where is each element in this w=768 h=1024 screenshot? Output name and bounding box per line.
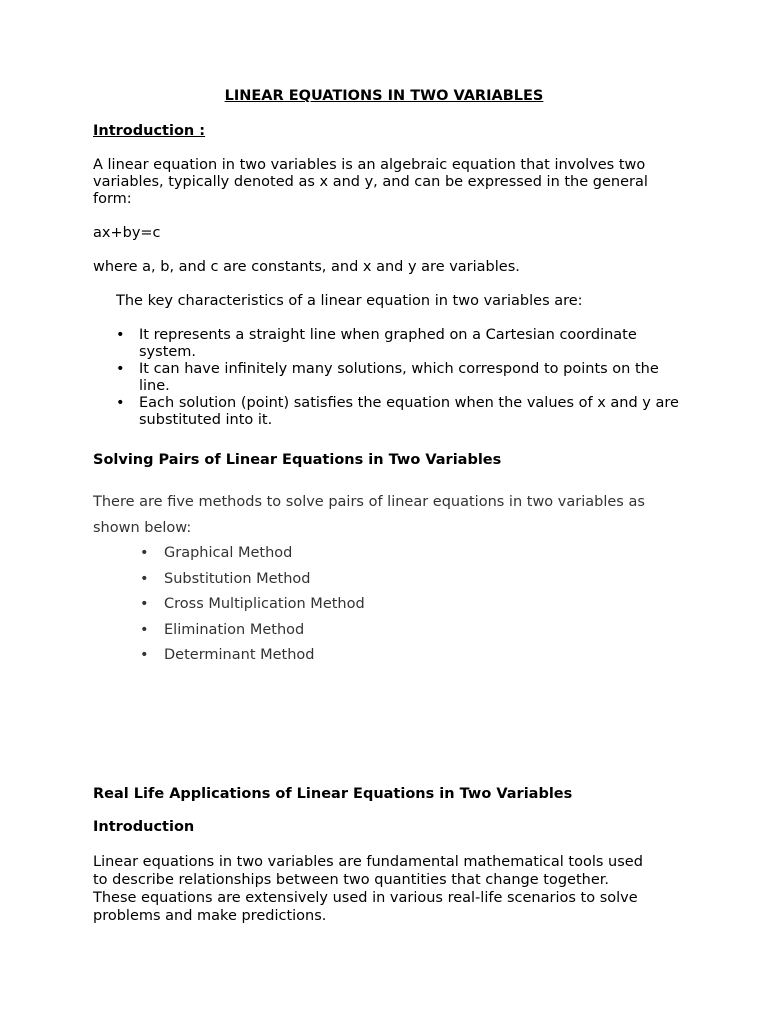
intro-paragraph: A linear equation in two variables is an algebraic equation that involves two variables, typically denoted as x and y, and can be expressed in the general form: (93, 157, 648, 207)
list-item (140, 618, 564, 644)
bullet-icon: • (140, 596, 149, 612)
list-item (140, 541, 564, 567)
method-name: Cross Multiplication Method (164, 596, 365, 612)
list-item (116, 327, 684, 361)
method-name: Determinant Method (164, 647, 315, 663)
bullet-icon: • (140, 545, 149, 561)
solving-intro: There are five methods to solve pairs of linear equations in two variables as shown below: (93, 494, 645, 536)
applications-paragraph: Linear equations in two variables are fundamental mathematical tools used to describe relationships between two quantities that change together. These equations are extensively used in various real-life scenarios to solve problems and make predictions. (93, 854, 643, 924)
list-item (140, 592, 564, 618)
bullet-icon: • (116, 327, 125, 343)
key-characteristics-intro: The key characteristics of a linear equation in two variables are: (116, 293, 583, 309)
bullet-icon: • (140, 570, 149, 587)
solving-heading: Solving Pairs of Linear Equations in Two Variables (93, 452, 502, 468)
bullet-icon: • (140, 621, 149, 638)
list-item-text: It can have infinitely many solutions, which correspond to points on the line. (139, 361, 659, 394)
variables-note: where a, b, and c are constants, and x and y are variables. (93, 259, 520, 275)
list-item-text: Each solution (point) satisfies the equation when the values of x and y are substituted into it. (139, 395, 679, 428)
bullet-icon: • (140, 647, 149, 663)
formula: ax+by=c (93, 225, 161, 241)
document-title: LINEAR EQUATIONS IN TWO VARIABLES (224, 88, 544, 104)
list-item-text: It represents a straight line when graphed on a Cartesian coordinate system. (139, 327, 637, 360)
list-item (140, 567, 564, 593)
method-name: Graphical Method (164, 545, 293, 561)
applications-subheading: Introduction (93, 819, 195, 835)
method-name: Elimination Method (164, 621, 305, 638)
list-item (116, 395, 684, 429)
bullet-icon: • (116, 361, 125, 377)
applications-heading: Real Life Applications of Linear Equations in Two Variables (93, 786, 573, 802)
method-name: Substitution Method (164, 570, 311, 587)
list-item (116, 361, 684, 395)
list-item (140, 643, 564, 669)
characteristics-list (116, 327, 684, 429)
intro-heading: Introduction : (93, 123, 206, 139)
bullet-icon: • (116, 395, 125, 411)
methods-list (140, 541, 564, 669)
